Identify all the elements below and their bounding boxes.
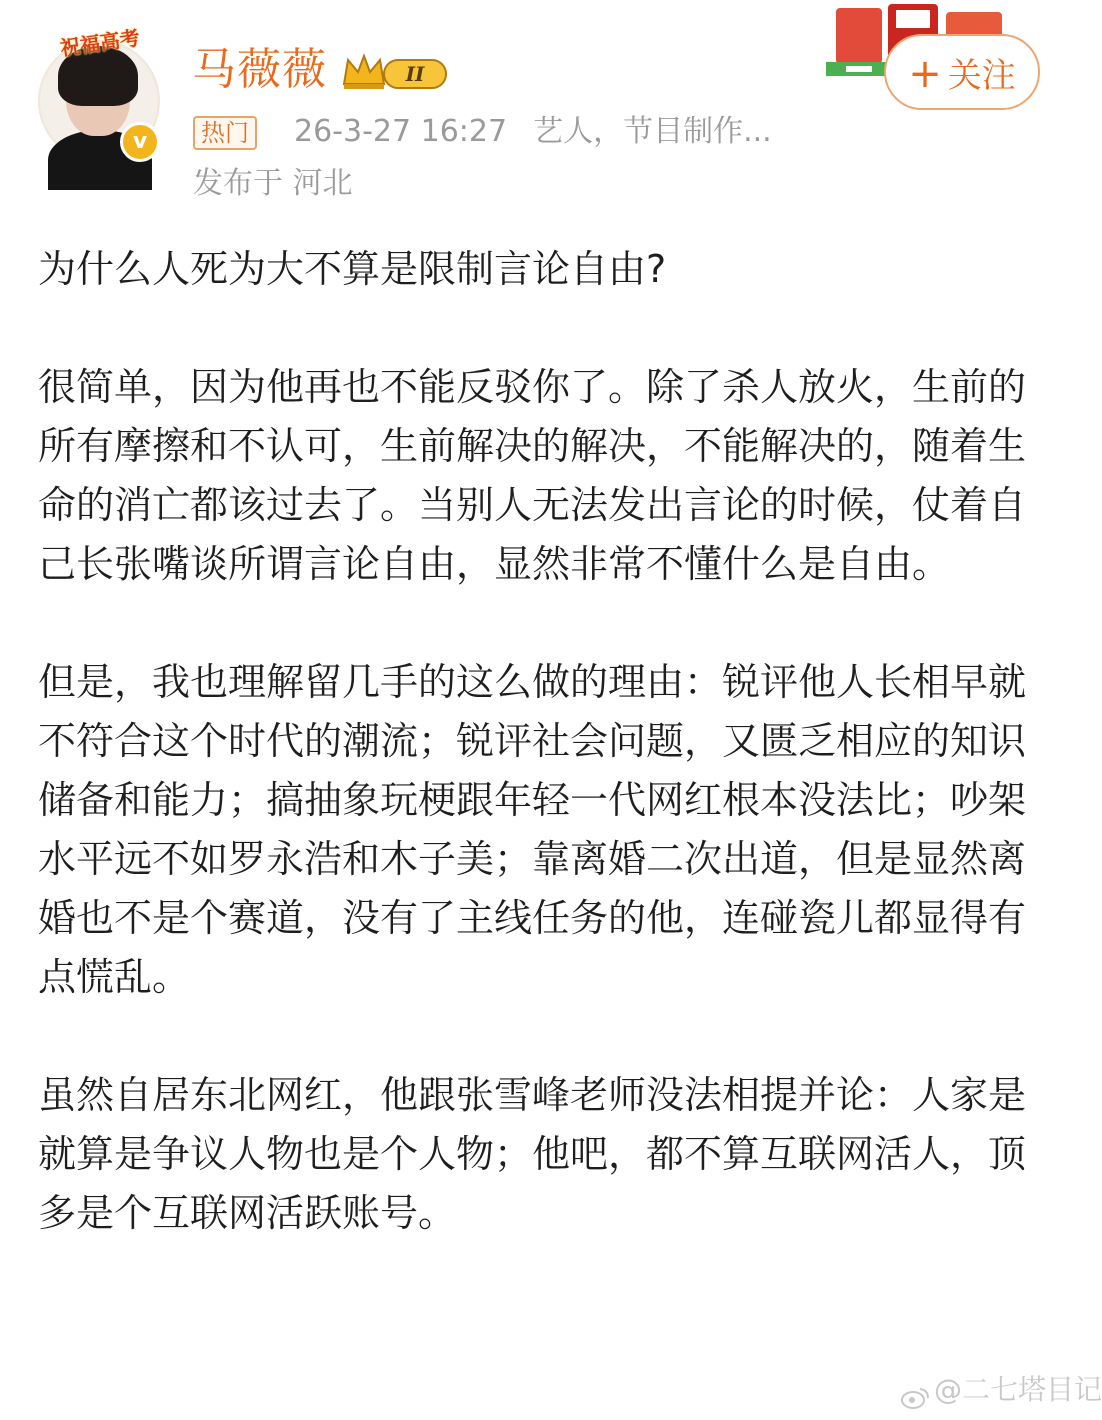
post-body bbox=[38, 240, 1038, 1243]
meta-line bbox=[294, 112, 798, 152]
weibo-watermark-icon bbox=[900, 1380, 930, 1402]
post-paragraph: 但是，我也理解留几手的这么做的理由：锐评他人长相早就不符合这个时代的潮流；锐评社会问题，又匮乏相应的知识储备和能力；搞抽象玩梗跟年轻一代网红根本没法比；吵架水平远不如罗永浩和木子美；靠离婚二次出道，但是显然离婚也不是个赛道，没有了主线任务的他，连碰瓷儿都显得有点慌乱。 bbox=[38, 660, 1027, 999]
plus-icon: + bbox=[908, 51, 942, 97]
avatar-banner: 祝福高考 bbox=[58, 25, 142, 61]
paragraph-gap bbox=[38, 594, 1038, 653]
crown-icon[interactable] bbox=[340, 50, 452, 92]
post-timestamp: 26-3-27 16:27 bbox=[294, 114, 508, 149]
avatar[interactable] bbox=[36, 26, 164, 162]
paragraph-gap bbox=[38, 299, 1038, 358]
watermark-text: @二七塔目记 bbox=[934, 1373, 1102, 1406]
member-level: II bbox=[405, 62, 425, 86]
hot-tag: 热门 bbox=[193, 116, 257, 150]
post-paragraph: 为什么人死为大不算是限制言论自由? bbox=[38, 247, 667, 291]
verified-badge-icon: v bbox=[120, 122, 160, 162]
follow-button[interactable] bbox=[884, 34, 1040, 110]
watermark bbox=[900, 1370, 1102, 1410]
post-location: 发布于 河北 bbox=[193, 166, 353, 201]
post-paragraph: 虽然自居东北网红，他跟张雪峰老师没法相提并论：人家是就算是争议人物也是个人物；他吧，都不算互联网活人，顶多是个互联网活跃账号。 bbox=[38, 1073, 1027, 1235]
user-description: 艺人，节目制作... bbox=[533, 114, 772, 149]
post-paragraph: 很简单，因为他再也不能反驳你了。除了杀人放火，生前的所有摩擦和不认可，生前解决的解决，不能解决的，随着生命的消亡都该过去了。当别人无法发出言论的时候，仗着自己长张嘴谈所谓言论自由，显然非常不懂什么是自由。 bbox=[38, 365, 1027, 586]
paragraph-gap bbox=[38, 1007, 1038, 1066]
user-name[interactable]: 马薇薇 bbox=[192, 44, 327, 95]
follow-label: 关注 bbox=[947, 56, 1016, 96]
